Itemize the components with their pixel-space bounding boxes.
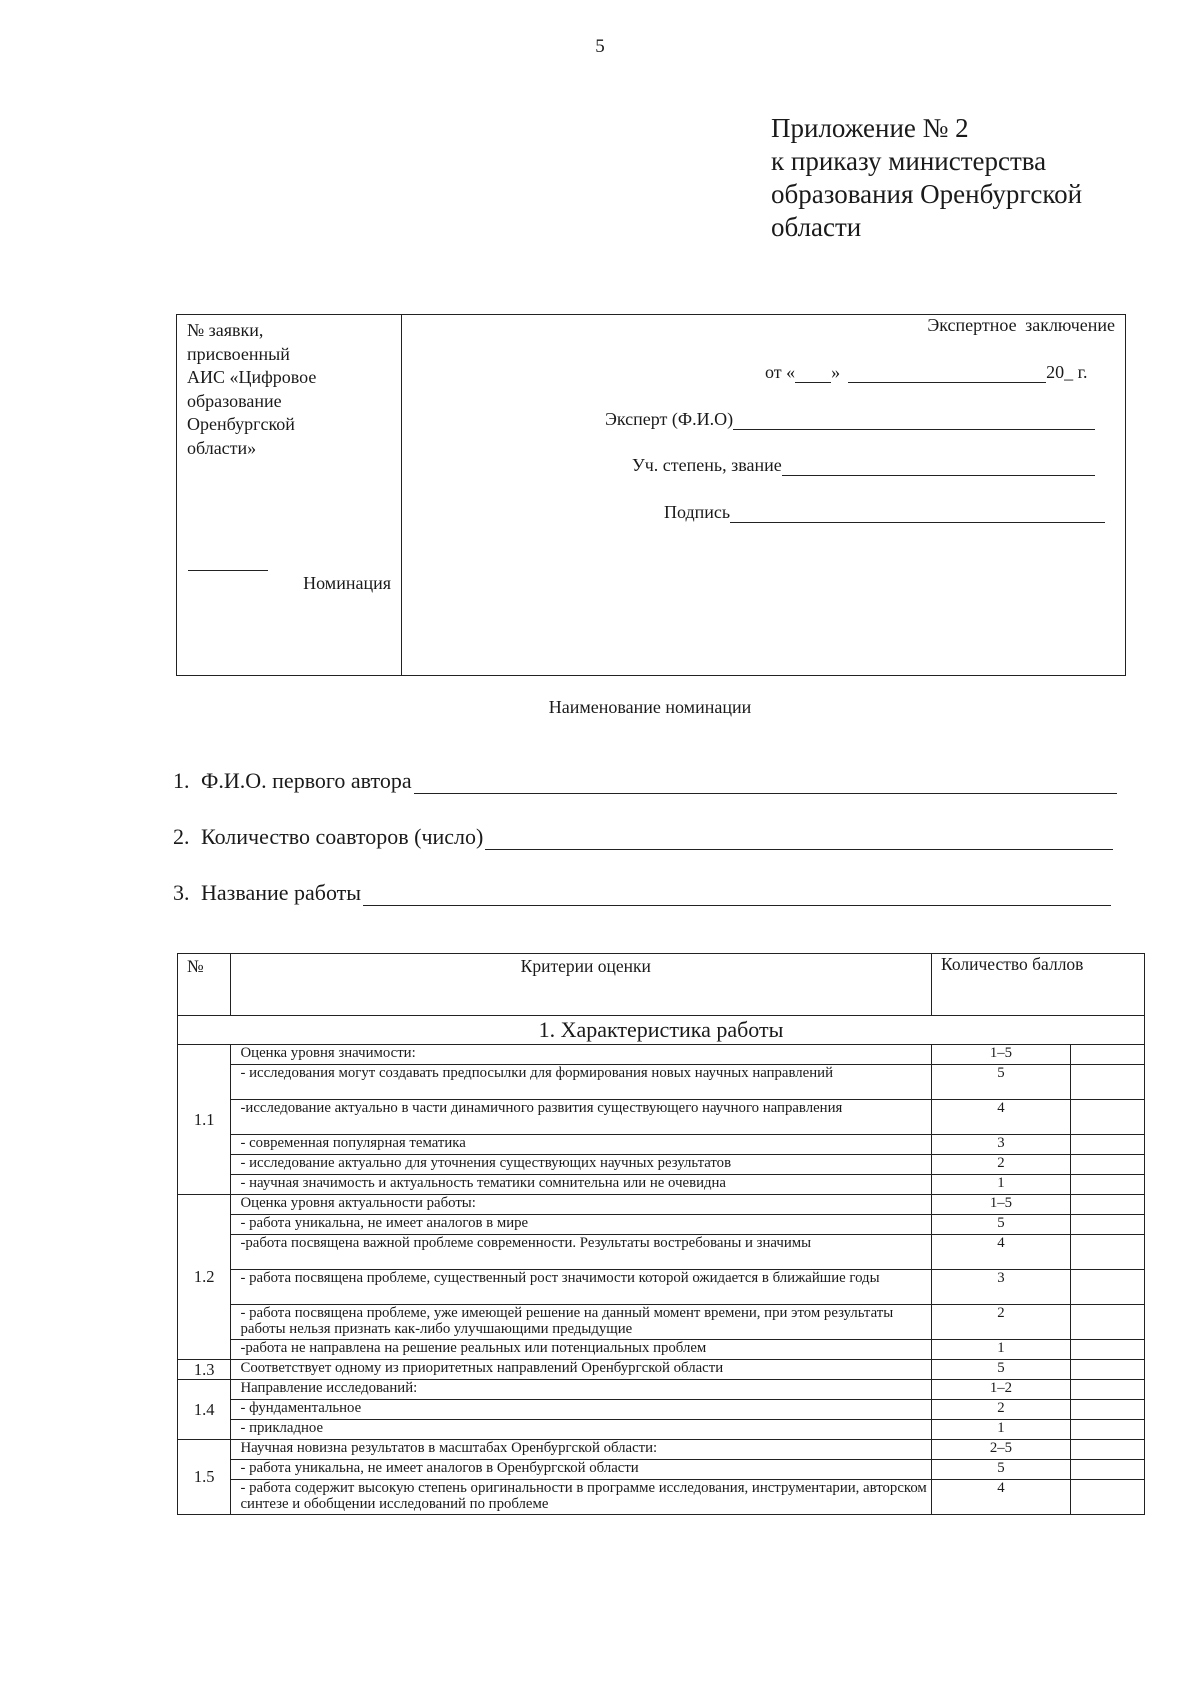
criterion-text: - работа содержит высокую степень оригинальности в программе исследования, инструментарии, авторском синтезе и обобщении исследований по проблеме xyxy=(231,1480,932,1515)
assigned-score-cell[interactable] xyxy=(1070,1340,1144,1360)
assigned-score-cell[interactable] xyxy=(1070,1480,1144,1515)
table-row xyxy=(178,1065,1145,1100)
criteria-table xyxy=(177,953,1145,1515)
criterion-score: 4 xyxy=(932,1480,1071,1515)
appendix-line: образования Оренбургской xyxy=(771,179,1083,209)
page-number: 5 xyxy=(595,36,605,57)
assigned-score-cell[interactable] xyxy=(1070,1460,1144,1480)
expert-name-line xyxy=(605,409,1095,430)
assigned-score-cell[interactable] xyxy=(1070,1360,1144,1380)
degree-blank[interactable] xyxy=(782,457,1095,476)
criterion-text: - научная значимость и актуальность тематики сомнительна или не очевидна xyxy=(231,1175,932,1195)
application-number-blank[interactable] xyxy=(188,570,268,571)
table-row xyxy=(178,1460,1145,1480)
criterion-score: 1–5 xyxy=(932,1195,1071,1215)
table-row xyxy=(178,1480,1145,1515)
criterion-text: Оценка уровня актуальности работы: xyxy=(231,1195,932,1215)
application-label-line: образование xyxy=(187,390,282,411)
field-label: Название работы xyxy=(201,880,362,905)
date-line xyxy=(765,362,1088,383)
date-prefix: от « xyxy=(765,362,796,382)
field-work-title xyxy=(173,880,1111,906)
criterion-score: 1–2 xyxy=(932,1380,1071,1400)
table-row xyxy=(178,1215,1145,1235)
first-author-blank[interactable] xyxy=(414,773,1117,794)
date-suffix: 20_ г. xyxy=(1046,362,1088,382)
section-title: 1. Характеристика работы xyxy=(178,1016,1145,1045)
assigned-score-cell[interactable] xyxy=(1070,1155,1144,1175)
date-mid: » xyxy=(831,362,841,382)
field-label: Ф.И.О. первого автора xyxy=(201,768,412,793)
expert-conclusion-title: Экспертное заключение xyxy=(927,315,1115,335)
assigned-score-cell[interactable] xyxy=(1070,1175,1144,1195)
criterion-text: - фундаментальное xyxy=(231,1400,932,1420)
criterion-text: - прикладное xyxy=(231,1420,932,1440)
table-row xyxy=(178,1235,1145,1270)
criterion-text: - современная популярная тематика xyxy=(231,1135,932,1155)
assigned-score-cell[interactable] xyxy=(1070,1380,1144,1400)
criterion-score: 5 xyxy=(932,1360,1071,1380)
table-row xyxy=(178,1195,1145,1215)
expert-header-box xyxy=(176,314,1126,676)
criterion-score: 2 xyxy=(932,1400,1071,1420)
expert-name-blank[interactable] xyxy=(733,411,1095,430)
appendix-heading xyxy=(771,112,1082,244)
nomination-label: Номинация xyxy=(303,573,391,593)
assigned-score-cell[interactable] xyxy=(1070,1045,1144,1065)
assigned-score-cell[interactable] xyxy=(1070,1195,1144,1215)
field-coauthors xyxy=(173,824,1113,850)
criterion-text: Соответствует одному из приоритетных направлений Оренбургской области xyxy=(231,1360,932,1380)
appendix-line: Приложение № 2 xyxy=(771,113,969,143)
criterion-number: 1.5 xyxy=(178,1440,231,1515)
assigned-score-cell[interactable] xyxy=(1070,1400,1144,1420)
criterion-text: - исследование актуально для уточнения существующих научных результатов xyxy=(231,1155,932,1175)
signature-blank[interactable] xyxy=(730,504,1105,523)
table-row xyxy=(178,1100,1145,1135)
table-row xyxy=(178,1175,1145,1195)
criterion-text: Оценка уровня значимости: xyxy=(231,1045,932,1065)
criterion-score: 3 xyxy=(932,1135,1071,1155)
criterion-score: 5 xyxy=(932,1215,1071,1235)
criterion-score: 1 xyxy=(932,1175,1071,1195)
table-row xyxy=(178,1340,1145,1360)
application-label-line: Оренбургской xyxy=(187,414,295,434)
signature-label: Подпись xyxy=(664,502,731,522)
assigned-score-cell[interactable] xyxy=(1070,1270,1144,1305)
criterion-score: 5 xyxy=(932,1065,1071,1100)
criterion-score: 3 xyxy=(932,1270,1071,1305)
field-label: Количество соавторов (число) xyxy=(201,824,484,849)
date-month-blank[interactable] xyxy=(848,364,1046,383)
header-num: № xyxy=(178,954,231,1016)
assigned-score-cell[interactable] xyxy=(1070,1305,1144,1340)
section-row xyxy=(178,1016,1145,1045)
criterion-text: - работа уникальна, не имеет аналогов в Оренбургской области xyxy=(231,1460,932,1480)
assigned-score-cell[interactable] xyxy=(1070,1135,1144,1155)
assigned-score-cell[interactable] xyxy=(1070,1420,1144,1440)
table-row xyxy=(178,1135,1145,1155)
application-number-label xyxy=(187,319,316,460)
table-row xyxy=(178,1380,1145,1400)
assigned-score-cell[interactable] xyxy=(1070,1215,1144,1235)
application-cell xyxy=(177,315,402,675)
criterion-text: - работа посвящена проблеме, существенный рост значимости которой ожидается в ближайшие годы xyxy=(231,1270,932,1305)
criterion-score: 5 xyxy=(932,1460,1071,1480)
expert-name-label: Эксперт (Ф.И.О) xyxy=(605,409,734,429)
table-row xyxy=(178,1400,1145,1420)
criterion-score: 2 xyxy=(932,1155,1071,1175)
application-label-line: № заявки, xyxy=(187,320,264,340)
table-header-row xyxy=(178,954,1145,1016)
field-number: 1. xyxy=(173,768,190,793)
assigned-score-cell[interactable] xyxy=(1070,1440,1144,1460)
criterion-score: 1 xyxy=(932,1420,1071,1440)
assigned-score-cell[interactable] xyxy=(1070,1065,1144,1100)
application-label-line: присвоенный xyxy=(187,343,290,364)
table-row xyxy=(178,1045,1145,1065)
criterion-score: 2–5 xyxy=(932,1440,1071,1460)
degree-line xyxy=(632,455,1095,476)
header-score: Количество баллов xyxy=(932,954,1145,1016)
criterion-text: - работа посвящена проблеме, уже имеющей решение на данный момент времени, при этом результаты работы нельзя признать как-либо улучшающими предыдущие xyxy=(231,1305,932,1340)
table-row xyxy=(178,1155,1145,1175)
criterion-number: 1.4 xyxy=(178,1380,231,1440)
assigned-score-cell[interactable] xyxy=(1070,1235,1144,1270)
criterion-score: 4 xyxy=(932,1235,1071,1270)
field-number: 2. xyxy=(173,824,190,849)
criterion-number: 1.3 xyxy=(178,1360,231,1380)
degree-label: Уч. степень, звание xyxy=(632,455,782,475)
criterion-text: -работа посвящена важной проблеме современности. Результаты востребованы и значимы xyxy=(231,1235,932,1270)
table-row xyxy=(178,1270,1145,1305)
criterion-number: 1.2 xyxy=(178,1195,231,1360)
criterion-text: - исследования могут создавать предпосылки для формирования новых научных направлений xyxy=(231,1065,932,1100)
signature-line xyxy=(664,502,1105,523)
table-row xyxy=(178,1305,1145,1340)
criterion-text: -работа не направлена на решение реальных или потенциальных проблем xyxy=(231,1340,932,1360)
date-day-blank[interactable] xyxy=(795,364,831,383)
field-number: 3. xyxy=(173,880,190,905)
criterion-text: Направление исследований: xyxy=(231,1380,932,1400)
work-title-blank[interactable] xyxy=(363,885,1111,906)
criterion-number: 1.1 xyxy=(178,1045,231,1195)
criterion-score: 2 xyxy=(932,1305,1071,1340)
nomination-name-caption: Наименование номинации xyxy=(548,697,752,717)
criterion-text: -исследование актуально в части динамичного развития существующего научного направления xyxy=(231,1100,932,1135)
appendix-line: области xyxy=(771,212,862,242)
coauthors-blank[interactable] xyxy=(485,829,1113,850)
criterion-score: 4 xyxy=(932,1100,1071,1135)
criterion-text: - работа уникальна, не имеет аналогов в мире xyxy=(231,1215,932,1235)
criterion-score: 1 xyxy=(932,1340,1071,1360)
header-criteria: Критерии оценки xyxy=(231,954,932,1016)
assigned-score-cell[interactable] xyxy=(1070,1100,1144,1135)
field-first-author xyxy=(173,768,1117,794)
application-label-line: области» xyxy=(187,437,257,458)
table-row xyxy=(178,1440,1145,1460)
table-row xyxy=(178,1420,1145,1440)
application-label-line: АИС «Цифровое xyxy=(187,367,317,387)
appendix-line: к приказу министерства xyxy=(771,146,1047,176)
criterion-text: Научная новизна результатов в масштабах Оренбургской области: xyxy=(231,1440,932,1460)
table-row xyxy=(178,1360,1145,1380)
criterion-score: 1–5 xyxy=(932,1045,1071,1065)
